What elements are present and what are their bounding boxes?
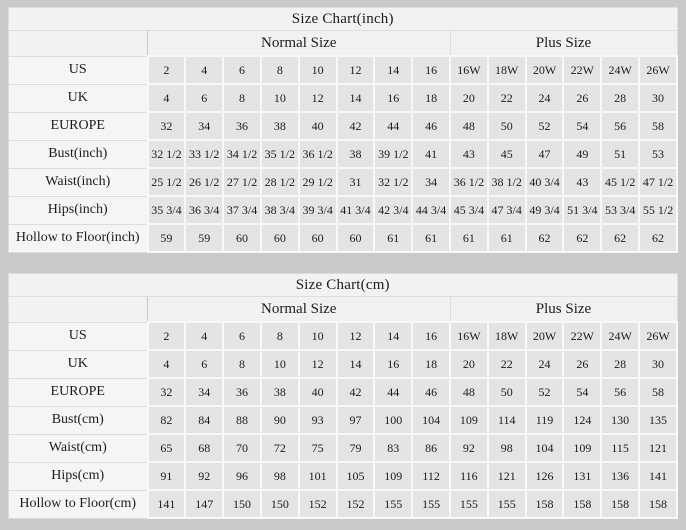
- table-cell: 14: [374, 56, 412, 84]
- table-cell: 10: [299, 322, 337, 350]
- table-cell: 24: [526, 350, 564, 378]
- table-cell: 34: [412, 168, 450, 196]
- row-label: Hollow to Floor(inch): [9, 224, 148, 252]
- table-cell: 18: [412, 84, 450, 112]
- table-cell: 126: [526, 462, 564, 490]
- table-cell: 119: [526, 406, 564, 434]
- table-cell: 155: [374, 490, 412, 518]
- table-cell: 29 1/2: [299, 168, 337, 196]
- table-cell: 61: [450, 224, 488, 252]
- table-cell: 62: [526, 224, 564, 252]
- table-cell: 83: [374, 434, 412, 462]
- size-chart-inch-title: Size Chart(inch): [9, 8, 678, 31]
- table-cell: 158: [639, 490, 677, 518]
- table-cell: 116: [450, 462, 488, 490]
- table-cell: 14: [374, 322, 412, 350]
- table-cell: 97: [337, 406, 375, 434]
- table-cell: 121: [488, 462, 526, 490]
- row-label: UK: [9, 84, 148, 112]
- table-cell: 31: [337, 168, 375, 196]
- table-cell: 51 3/4: [563, 196, 601, 224]
- table-cell: 38 3/4: [261, 196, 299, 224]
- table-cell: 26W: [639, 322, 677, 350]
- table-cell: 55 1/2: [639, 196, 677, 224]
- table-cell: 60: [299, 224, 337, 252]
- table-cell: 16: [374, 350, 412, 378]
- table-row: [9, 140, 678, 168]
- table-cell: 54: [563, 378, 601, 406]
- table-cell: 101: [299, 462, 337, 490]
- table-cell: 26 1/2: [185, 168, 223, 196]
- table-cell: 24W: [601, 322, 639, 350]
- table-cell: 47 1/2: [639, 168, 677, 196]
- table-cell: 6: [185, 350, 223, 378]
- table-cell: 114: [488, 406, 526, 434]
- table-cell: 26: [563, 84, 601, 112]
- table-cell: 12: [337, 56, 375, 84]
- table-cell: 52: [526, 378, 564, 406]
- table-cell: 12: [337, 322, 375, 350]
- table-cell: 62: [639, 224, 677, 252]
- table-cell: 47: [526, 140, 564, 168]
- table-cell: 130: [601, 406, 639, 434]
- table-cell: 91: [148, 462, 186, 490]
- table-cell: 38: [261, 378, 299, 406]
- table-cell: 4: [148, 350, 186, 378]
- size-chart-inch-table: [8, 7, 678, 253]
- table-cell: 25 1/2: [148, 168, 186, 196]
- table-cell: 158: [563, 490, 601, 518]
- size-chart-inch-block: [8, 7, 678, 253]
- table-cell: 36: [223, 112, 261, 140]
- table-cell: 4: [185, 56, 223, 84]
- table-cell: 24W: [601, 56, 639, 84]
- table-cell: 36 1/2: [299, 140, 337, 168]
- table-cell: 147: [185, 490, 223, 518]
- table-cell: 26: [563, 350, 601, 378]
- size-chart-inch-group-header: Normal Size: [148, 31, 451, 57]
- table-cell: 90: [261, 406, 299, 434]
- table-cell: 49: [563, 140, 601, 168]
- table-cell: 42: [337, 112, 375, 140]
- table-cell: 109: [450, 406, 488, 434]
- table-row: [9, 224, 678, 252]
- row-label: Bust(cm): [9, 406, 148, 434]
- table-cell: 56: [601, 112, 639, 140]
- table-cell: 24: [526, 84, 564, 112]
- table-cell: 22W: [563, 322, 601, 350]
- table-cell: 30: [639, 350, 677, 378]
- table-cell: 8: [261, 56, 299, 84]
- table-row: [9, 112, 678, 140]
- table-cell: 27 1/2: [223, 168, 261, 196]
- table-cell: 38: [261, 112, 299, 140]
- table-cell: 4: [148, 84, 186, 112]
- table-cell: 84: [185, 406, 223, 434]
- table-cell: 8: [261, 322, 299, 350]
- row-label: US: [9, 322, 148, 350]
- table-cell: 49 3/4: [526, 196, 564, 224]
- table-cell: 158: [526, 490, 564, 518]
- table-cell: 39 3/4: [299, 196, 337, 224]
- table-row: [9, 462, 678, 490]
- table-cell: 52: [526, 112, 564, 140]
- table-cell: 32: [148, 378, 186, 406]
- size-chart-inch-group-header: Plus Size: [450, 31, 677, 57]
- table-cell: 20W: [526, 56, 564, 84]
- table-row: [9, 168, 678, 196]
- table-cell: 32 1/2: [148, 140, 186, 168]
- table-cell: 53: [639, 140, 677, 168]
- row-label: Waist(inch): [9, 168, 148, 196]
- table-row: [9, 322, 678, 350]
- table-cell: 54: [563, 112, 601, 140]
- table-cell: 16: [412, 56, 450, 84]
- table-cell: 22W: [563, 56, 601, 84]
- table-cell: 59: [185, 224, 223, 252]
- table-cell: 98: [261, 462, 299, 490]
- table-row: [9, 56, 678, 84]
- table-cell: 22: [488, 84, 526, 112]
- table-cell: 40 3/4: [526, 168, 564, 196]
- row-label: UK: [9, 350, 148, 378]
- table-cell: 30: [639, 84, 677, 112]
- table-row: [9, 406, 678, 434]
- table-cell: 35 3/4: [148, 196, 186, 224]
- row-label: Hips(cm): [9, 462, 148, 490]
- table-cell: 75: [299, 434, 337, 462]
- table-cell: 150: [223, 490, 261, 518]
- table-cell: 48: [450, 112, 488, 140]
- table-row: [9, 378, 678, 406]
- table-cell: 43: [450, 140, 488, 168]
- table-cell: 18W: [488, 322, 526, 350]
- table-cell: 152: [337, 490, 375, 518]
- table-cell: 79: [337, 434, 375, 462]
- table-cell: 58: [639, 378, 677, 406]
- table-cell: 16: [412, 322, 450, 350]
- table-cell: 61: [374, 224, 412, 252]
- table-cell: 41: [412, 140, 450, 168]
- table-cell: 92: [450, 434, 488, 462]
- table-cell: 65: [148, 434, 186, 462]
- table-cell: 86: [412, 434, 450, 462]
- table-cell: 32 1/2: [374, 168, 412, 196]
- row-label: Waist(cm): [9, 434, 148, 462]
- table-cell: 61: [488, 224, 526, 252]
- table-cell: 8: [223, 350, 261, 378]
- table-cell: 10: [261, 350, 299, 378]
- table-cell: 58: [639, 112, 677, 140]
- table-cell: 12: [299, 350, 337, 378]
- table-cell: 8: [223, 84, 261, 112]
- table-cell: 40: [299, 112, 337, 140]
- table-row: [9, 350, 678, 378]
- table-cell: 6: [223, 56, 261, 84]
- table-cell: 16: [374, 84, 412, 112]
- size-chart-cm-group-header: Plus Size: [450, 297, 677, 323]
- table-cell: 62: [601, 224, 639, 252]
- table-cell: 20: [450, 84, 488, 112]
- table-cell: 60: [223, 224, 261, 252]
- table-cell: 155: [412, 490, 450, 518]
- table-cell: 40: [299, 378, 337, 406]
- table-cell: 53 3/4: [601, 196, 639, 224]
- table-cell: 32: [148, 112, 186, 140]
- table-row: [9, 490, 678, 518]
- table-cell: 16W: [450, 322, 488, 350]
- table-cell: 98: [488, 434, 526, 462]
- table-cell: 44 3/4: [412, 196, 450, 224]
- table-cell: 36: [223, 378, 261, 406]
- table-cell: 68: [185, 434, 223, 462]
- table-cell: 82: [148, 406, 186, 434]
- table-cell: 46: [412, 378, 450, 406]
- table-cell: 10: [261, 84, 299, 112]
- table-cell: 6: [223, 322, 261, 350]
- table-cell: 96: [223, 462, 261, 490]
- table-cell: 16W: [450, 56, 488, 84]
- table-cell: 33 1/2: [185, 140, 223, 168]
- table-cell: 37 3/4: [223, 196, 261, 224]
- table-cell: 70: [223, 434, 261, 462]
- table-cell: 121: [639, 434, 677, 462]
- table-cell: 2: [148, 322, 186, 350]
- table-cell: 2: [148, 56, 186, 84]
- row-label: Hips(inch): [9, 196, 148, 224]
- table-cell: 141: [148, 490, 186, 518]
- row-label: Bust(inch): [9, 140, 148, 168]
- table-cell: 20: [450, 350, 488, 378]
- size-chart-cm-table: [8, 273, 678, 519]
- table-cell: 104: [526, 434, 564, 462]
- table-cell: 42 3/4: [374, 196, 412, 224]
- table-cell: 12: [299, 84, 337, 112]
- table-cell: 60: [261, 224, 299, 252]
- table-cell: 44: [374, 378, 412, 406]
- table-cell: 48: [450, 378, 488, 406]
- table-cell: 20W: [526, 322, 564, 350]
- table-cell: 44: [374, 112, 412, 140]
- table-cell: 28: [601, 350, 639, 378]
- size-chart-cm-corner-cell: [9, 297, 148, 323]
- table-cell: 39 1/2: [374, 140, 412, 168]
- table-cell: 136: [601, 462, 639, 490]
- table-cell: 155: [488, 490, 526, 518]
- table-cell: 41 3/4: [337, 196, 375, 224]
- size-chart-cm-group-header: Normal Size: [148, 297, 451, 323]
- table-cell: 100: [374, 406, 412, 434]
- table-cell: 135: [639, 406, 677, 434]
- table-cell: 158: [601, 490, 639, 518]
- table-cell: 38 1/2: [488, 168, 526, 196]
- table-row: [9, 434, 678, 462]
- row-label: EUROPE: [9, 112, 148, 140]
- table-cell: 155: [450, 490, 488, 518]
- table-cell: 105: [337, 462, 375, 490]
- table-cell: 38: [337, 140, 375, 168]
- table-cell: 109: [563, 434, 601, 462]
- table-cell: 34 1/2: [223, 140, 261, 168]
- table-cell: 36 3/4: [185, 196, 223, 224]
- table-cell: 152: [299, 490, 337, 518]
- table-cell: 50: [488, 112, 526, 140]
- size-chart-cm-title: Size Chart(cm): [9, 274, 678, 297]
- row-label: US: [9, 56, 148, 84]
- row-label: Hollow to Floor(cm): [9, 490, 148, 518]
- row-label: EUROPE: [9, 378, 148, 406]
- table-cell: 4: [185, 322, 223, 350]
- table-cell: 131: [563, 462, 601, 490]
- table-cell: 45 3/4: [450, 196, 488, 224]
- table-cell: 28: [601, 84, 639, 112]
- table-cell: 35 1/2: [261, 140, 299, 168]
- table-cell: 50: [488, 378, 526, 406]
- table-cell: 46: [412, 112, 450, 140]
- table-cell: 104: [412, 406, 450, 434]
- table-cell: 112: [412, 462, 450, 490]
- table-cell: 45: [488, 140, 526, 168]
- table-cell: 92: [185, 462, 223, 490]
- table-cell: 43: [563, 168, 601, 196]
- table-cell: 28 1/2: [261, 168, 299, 196]
- table-cell: 115: [601, 434, 639, 462]
- table-cell: 47 3/4: [488, 196, 526, 224]
- table-cell: 93: [299, 406, 337, 434]
- table-row: [9, 84, 678, 112]
- table-cell: 51: [601, 140, 639, 168]
- table-cell: 56: [601, 378, 639, 406]
- table-cell: 72: [261, 434, 299, 462]
- table-cell: 10: [299, 56, 337, 84]
- table-cell: 26W: [639, 56, 677, 84]
- table-cell: 34: [185, 378, 223, 406]
- table-cell: 124: [563, 406, 601, 434]
- table-cell: 22: [488, 350, 526, 378]
- table-cell: 42: [337, 378, 375, 406]
- table-cell: 6: [185, 84, 223, 112]
- table-cell: 88: [223, 406, 261, 434]
- table-cell: 36 1/2: [450, 168, 488, 196]
- size-chart-inch-corner-cell: [9, 31, 148, 57]
- table-cell: 14: [337, 84, 375, 112]
- table-cell: 141: [639, 462, 677, 490]
- table-cell: 45 1/2: [601, 168, 639, 196]
- table-cell: 59: [148, 224, 186, 252]
- table-cell: 34: [185, 112, 223, 140]
- table-cell: 150: [261, 490, 299, 518]
- table-cell: 18W: [488, 56, 526, 84]
- table-cell: 14: [337, 350, 375, 378]
- table-cell: 109: [374, 462, 412, 490]
- table-cell: 60: [337, 224, 375, 252]
- table-cell: 18: [412, 350, 450, 378]
- table-cell: 61: [412, 224, 450, 252]
- size-chart-cm-block: [8, 273, 678, 519]
- table-cell: 62: [563, 224, 601, 252]
- table-row: [9, 196, 678, 224]
